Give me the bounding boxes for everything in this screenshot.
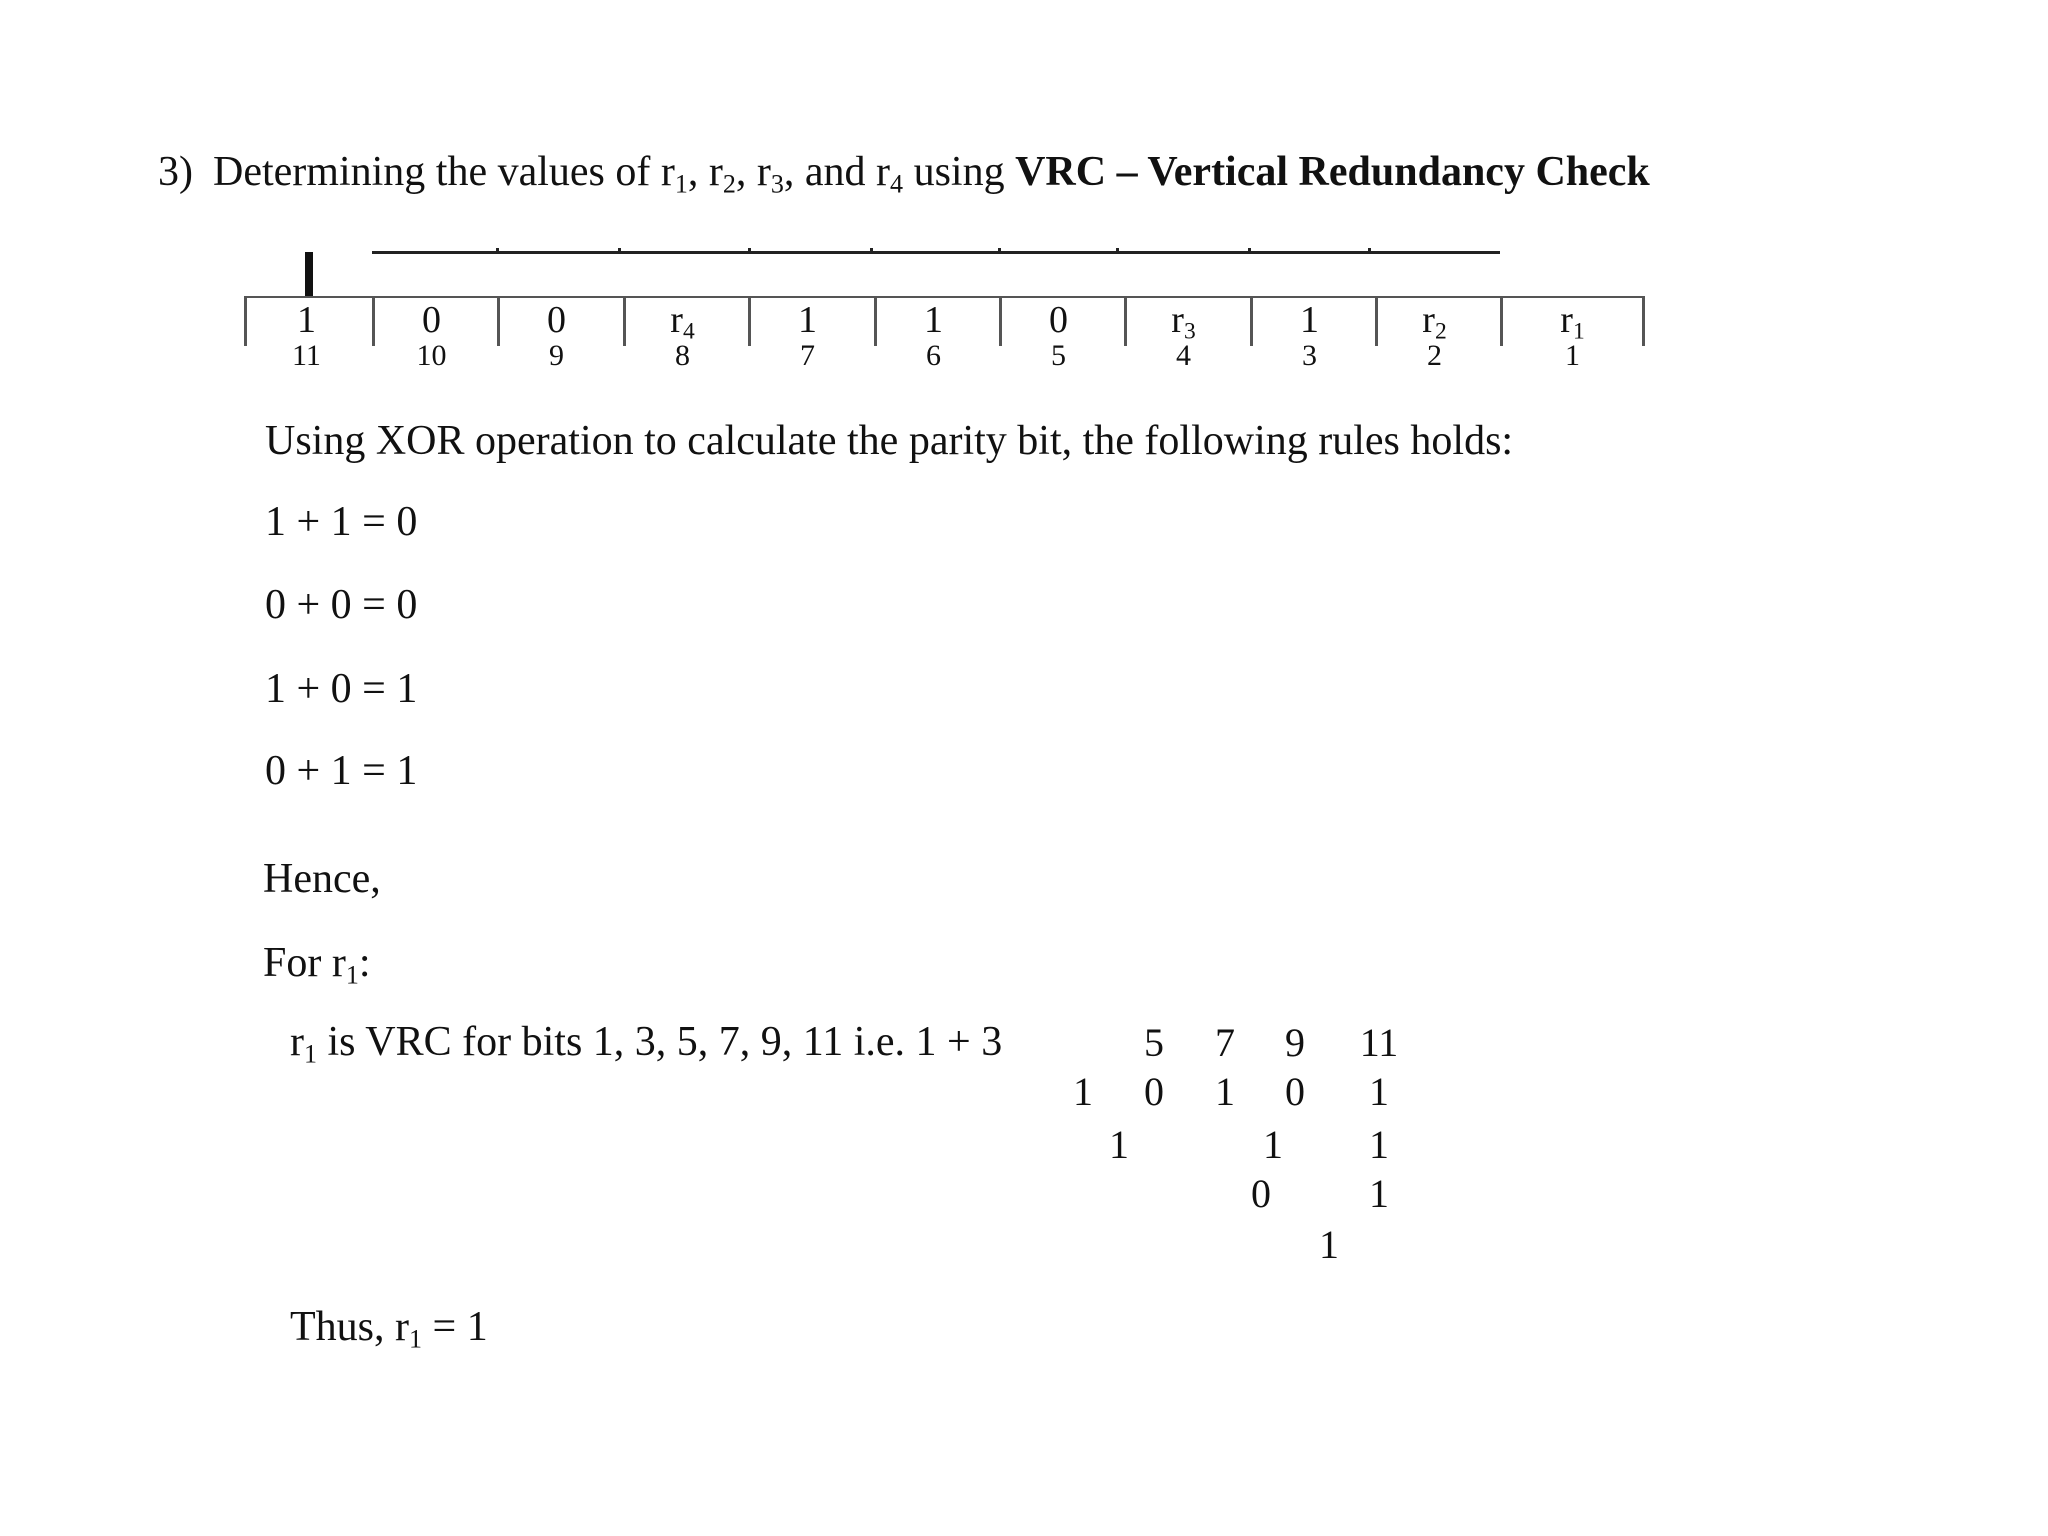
top-bracket-line xyxy=(372,251,1500,254)
xor-digit: 0 xyxy=(1144,1069,1164,1114)
xor-rule: 0 + 1 = 1 xyxy=(265,748,418,794)
bit-cell-5 xyxy=(996,296,1121,372)
bit-cell-10 xyxy=(369,296,494,372)
bit-value: $r_4$ xyxy=(670,299,695,345)
xor-digit: 0 xyxy=(1251,1171,1271,1216)
hence-text: Hence, xyxy=(263,856,381,902)
section-number: 3) xyxy=(158,149,193,195)
bit-value: 0 xyxy=(422,299,441,341)
bit-position: 3 xyxy=(1302,339,1317,372)
xor-digit: 0 xyxy=(1285,1069,1305,1114)
bit-cell-2 xyxy=(1372,296,1497,372)
bit-position: 9 xyxy=(549,339,564,372)
xor-rule: 0 + 0 = 0 xyxy=(265,582,418,628)
xor-rule: 1 + 0 = 1 xyxy=(265,666,418,712)
bit-value: 1 xyxy=(297,299,316,341)
heading-bold-title: VRC – Vertical Redundancy Check xyxy=(1015,149,1650,195)
r1-conclusion: Thus, $r_1 = 1$ xyxy=(290,1304,488,1354)
bit-value: $r_2$ xyxy=(1422,299,1447,345)
bit-cell-8 xyxy=(620,296,745,372)
bit-cell-4 xyxy=(1121,296,1246,372)
bit-position: 6 xyxy=(926,339,941,372)
xor-header-digit: 5 xyxy=(1144,1020,1164,1065)
bit-position: 7 xyxy=(800,339,815,372)
xor-digit: 1 xyxy=(1073,1069,1093,1114)
r1-statement: $r_1$ is VRC for bits 1, 3, 5, 7, 9, 11 i.e. 1 + 3 xyxy=(290,1019,1003,1069)
bit-cell-1 xyxy=(1497,296,1648,372)
xor-header-digit: 9 xyxy=(1285,1020,1305,1065)
xor-digit: 1 xyxy=(1263,1122,1283,1167)
bit-value: 1 xyxy=(1300,299,1319,341)
bit-marker-tick xyxy=(305,252,313,296)
bit-position: 10 xyxy=(416,339,447,372)
bit-cell-3 xyxy=(1247,296,1372,372)
bit-position: 1 xyxy=(1565,339,1580,372)
bit-value: $r_3$ xyxy=(1171,299,1196,345)
xor-header-digit: 7 xyxy=(1215,1020,1235,1065)
xor-digit: 1 xyxy=(1319,1222,1339,1267)
bit-value: 1 xyxy=(924,299,943,341)
bit-value: $r_1$ xyxy=(1560,299,1585,345)
bit-value: 1 xyxy=(798,299,817,341)
section-heading: 3) Determining the values of $r_1$, $r_2$, $r_3$, and $r_4$ using VRC – Vertical Redundancy Check xyxy=(158,149,1650,199)
bit-cell-11 xyxy=(244,296,369,372)
bit-position: 4 xyxy=(1176,339,1191,372)
intro-text: Using XOR operation to calculate the parity bit, the following rules holds: xyxy=(265,418,1514,464)
bit-position: 5 xyxy=(1051,339,1066,372)
bit-cell-7 xyxy=(745,296,870,372)
bit-cell-9 xyxy=(494,296,619,372)
bit-position: 11 xyxy=(292,339,321,372)
bit-value: 0 xyxy=(547,299,566,341)
xor-digit: 1 xyxy=(1369,1069,1389,1114)
for-r1-label: For $r_1$: xyxy=(263,940,371,990)
xor-digit: 1 xyxy=(1369,1122,1389,1167)
bit-value: 0 xyxy=(1049,299,1068,341)
xor-rule: 1 + 1 = 0 xyxy=(265,499,418,545)
xor-header-digit: 11 xyxy=(1359,1020,1399,1065)
bit-cell-6 xyxy=(871,296,996,372)
bit-position: 2 xyxy=(1427,339,1442,372)
xor-digit: 1 xyxy=(1369,1171,1389,1216)
bit-position: 8 xyxy=(675,339,690,372)
xor-digit: 1 xyxy=(1215,1069,1235,1114)
xor-digit: 1 xyxy=(1109,1122,1129,1167)
